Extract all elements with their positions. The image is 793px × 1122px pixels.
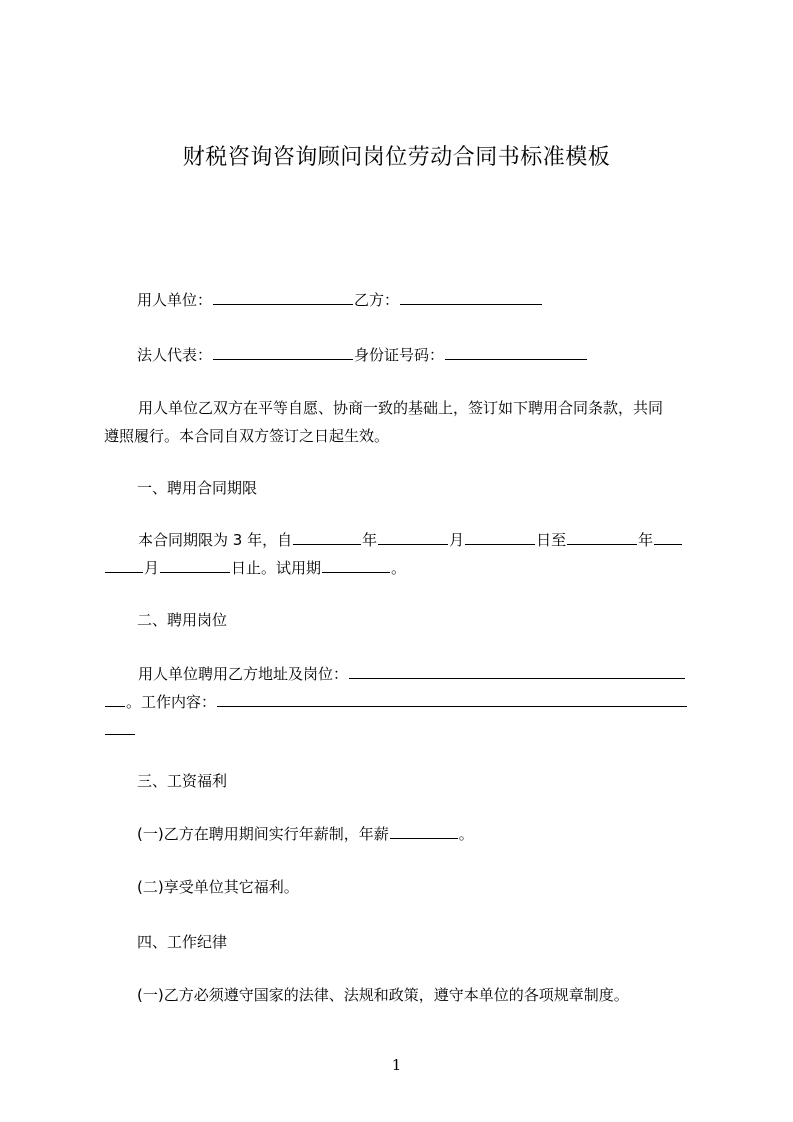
address-position-blank-cont[interactable]	[105, 692, 125, 707]
end-month-blank-a[interactable]	[654, 530, 682, 545]
section-4-item-1: (一)乙方必须遵守国家的法律、法规和政策，遵守本单位的各项规章制度。	[137, 986, 629, 1004]
job-content-label: 。工作内容：	[126, 693, 217, 711]
intro-paragraph	[104, 394, 704, 450]
section-4-heading: 四、工作纪律	[137, 933, 228, 951]
start-year-blank[interactable]	[293, 530, 361, 545]
month-label: 月	[449, 531, 465, 549]
start-day-blank[interactable]	[465, 530, 535, 545]
section-1-heading: 一、聘用合同期限	[137, 479, 258, 497]
intro-line-2: 遵照履行。本合同自双方签订之日起生效。	[104, 427, 390, 445]
section-3-item-1	[137, 824, 474, 844]
id-label: 身份证号码：	[354, 346, 445, 364]
partyb-blank[interactable]	[400, 290, 542, 305]
year-label-2: 年	[638, 531, 654, 549]
section-2-body	[104, 660, 704, 744]
job-content-blank[interactable]	[217, 692, 687, 707]
salary-period: 。	[458, 825, 474, 843]
legal-rep-label: 法人代表：	[137, 346, 213, 364]
probation-blank[interactable]	[322, 558, 390, 573]
position-text: 用人单位聘用乙方地址及岗位：	[138, 665, 349, 683]
end-day-blank[interactable]	[160, 558, 230, 573]
address-position-blank[interactable]	[349, 664, 685, 679]
legal-rep-blank[interactable]	[213, 345, 353, 360]
annual-salary-blank[interactable]	[390, 824, 458, 839]
salary-text: (一)乙方在聘用期间实行年薪制，年薪	[137, 825, 389, 843]
year-label: 年	[362, 531, 378, 549]
job-content-blank-cont[interactable]	[105, 720, 135, 735]
legal-rep-line	[137, 345, 588, 365]
end-year-blank[interactable]	[567, 530, 637, 545]
employer-line	[137, 290, 543, 310]
employer-blank[interactable]	[213, 290, 353, 305]
section-3-heading: 三、工资福利	[137, 772, 228, 790]
section-2-heading: 二、聘用岗位	[137, 611, 228, 629]
id-number-blank[interactable]	[445, 345, 587, 360]
term-text: 本合同期限为 3 年，自	[138, 531, 293, 549]
month-label-2: 月	[144, 559, 160, 577]
employer-label: 用人单位：	[137, 291, 213, 309]
intro-line-1: 用人单位乙双方在平等自愿、协商一致的基础上，签订如下聘用合同条款，共同	[138, 399, 664, 417]
page-number: 1	[391, 1056, 402, 1074]
period-mark: 。	[391, 559, 407, 577]
end-month-blank-b[interactable]	[105, 558, 143, 573]
start-month-blank[interactable]	[378, 530, 448, 545]
section-3-item-2: (二)享受单位其它福利。	[137, 878, 299, 896]
day-to-label: 日至	[536, 531, 567, 549]
end-text: 日止。试用期	[231, 559, 322, 577]
partyb-label: 乙方：	[354, 291, 400, 309]
section-1-body	[104, 526, 704, 582]
document-title: 财税咨询咨询顾问岗位劳动合同书标准模板	[182, 145, 611, 170]
